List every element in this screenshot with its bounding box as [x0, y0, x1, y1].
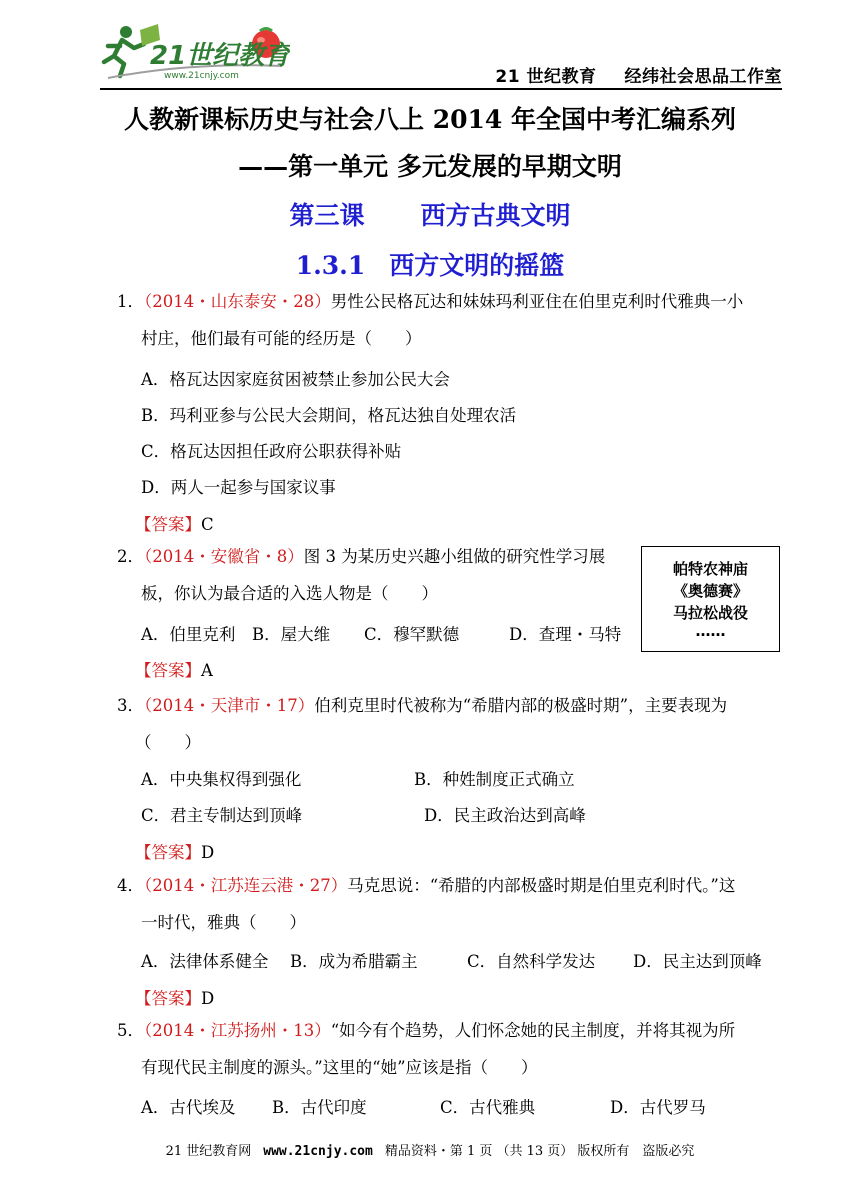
- question-text: 伯利克里时代被称为“希腊内部的极盛时期”，主要表现为: [314, 696, 728, 715]
- option-a: A．伯里克利: [141, 625, 236, 644]
- option-b: B．玛利亚参与公民大会期间，格瓦达独自处理农活: [141, 406, 517, 425]
- answer-label: 【答案】: [135, 515, 201, 534]
- answer: [135, 511, 214, 535]
- exhibit-item: 《奥德赛》: [672, 582, 748, 600]
- section-heading: [0, 246, 860, 282]
- answer: [135, 985, 214, 1009]
- option-a: A．格瓦达因家庭贫困被禁止参加公民大会: [141, 370, 450, 389]
- answer-value: C: [201, 515, 214, 534]
- exhibit-board: [641, 546, 780, 652]
- question-text: 男性公民格瓦达和妹妹玛利亚住在伯里克利时代雅典一小: [330, 292, 744, 311]
- answer: [135, 657, 213, 681]
- option-d: D．民主政治达到高峰: [424, 806, 586, 825]
- option-d: D．查理・马特: [509, 625, 622, 644]
- question-text: “如今有个趋势，人们怀念她的民主制度，并将其视为所: [330, 1021, 736, 1040]
- footer-url[interactable]: www.21cnjy.com: [263, 1144, 373, 1159]
- answer-label: 【答案】: [135, 661, 201, 680]
- question-text-cont: 板，你认为最合适的入选人物是（ ）: [141, 584, 438, 603]
- svg-text:21世纪教育: 21世纪教育: [150, 41, 290, 71]
- answer-value: D: [201, 843, 215, 862]
- question-source: （2014・江苏连云港・27）: [144, 876, 348, 895]
- question-number: 2．: [117, 547, 144, 566]
- doc-title-line1: 人教新课标历史与社会八上 2014 年全国中考汇编系列: [124, 105, 736, 134]
- question-3: [117, 688, 727, 724]
- question-source: （2014・山东泰安・28）: [144, 292, 331, 311]
- section-number: 1.3.1: [295, 251, 366, 280]
- question-number: 3．: [117, 696, 144, 715]
- page-header: [100, 18, 782, 86]
- header-divider: [100, 88, 782, 90]
- answer: [135, 839, 214, 863]
- answer-label: 【答案】: [135, 989, 201, 1008]
- section-name: 西方文明的摇篮: [389, 251, 565, 280]
- lesson-number: 第三课: [289, 201, 365, 230]
- question-4: [117, 868, 735, 904]
- option-c: C．格瓦达因担任政府公职获得补贴: [141, 442, 402, 461]
- question-text-cont: （ ）: [135, 733, 201, 752]
- footer-info: 精品资料・第 1 页 （共 13 页） 版权所有 盗版必究: [384, 1144, 695, 1159]
- option-c: C．君主专制达到顶峰: [141, 806, 303, 825]
- page-footer: [0, 1140, 860, 1159]
- question-text: 图 3 为某历史兴趣小组做的研究性学习展: [303, 547, 606, 566]
- header-org: 21 世纪教育: [495, 67, 597, 87]
- question-number: 1．: [117, 292, 144, 311]
- question-number: 4．: [117, 876, 144, 895]
- option-d: D．两人一起参与国家议事: [141, 478, 336, 497]
- exhibit-item: 马拉松战役: [672, 604, 748, 622]
- question-text-cont: 村庄，他们最有可能的经历是（ ）: [141, 329, 422, 348]
- question-source: （2014・江苏扬州・13）: [144, 1021, 331, 1040]
- question-1: [117, 284, 743, 320]
- question-source: （2014・天津市・17）: [144, 696, 315, 715]
- question-source: （2014・安徽省・8）: [144, 547, 304, 566]
- answer-value: A: [201, 661, 213, 680]
- option-c: C．穆罕默德: [364, 625, 460, 644]
- option-a: A．法律体系健全: [141, 952, 269, 971]
- question-text: 马克思说：“希腊的内部极盛时期是伯里克利时代。”这: [347, 876, 736, 895]
- option-a: A．中央集权得到强化: [141, 770, 302, 789]
- question-text-cont: 有现代民主制度的源头。”这里的“她”应该是指（ ）: [141, 1058, 538, 1077]
- logo-21cnjy: [100, 18, 290, 84]
- answer-value: D: [201, 989, 215, 1008]
- question-5: [117, 1013, 735, 1049]
- option-d: D．民主达到顶峰: [633, 952, 762, 971]
- option-d: D．古代罗马: [610, 1098, 706, 1117]
- lesson-heading: [0, 196, 860, 232]
- option-c: C．古代雅典: [440, 1098, 536, 1117]
- option-b: B．成为希腊霸主: [290, 952, 418, 971]
- lesson-name: 西方古典文明: [420, 201, 571, 230]
- header-title: [495, 62, 782, 87]
- question-number: 5．: [117, 1021, 144, 1040]
- option-a: A．古代埃及: [141, 1098, 236, 1117]
- option-b: B．种姓制度正式确立: [414, 770, 575, 789]
- option-b: B．古代印度: [272, 1098, 367, 1117]
- option-c: C．自然科学发达: [467, 952, 596, 971]
- header-studio: 经纬社会思品工作室: [624, 67, 782, 87]
- option-b: B．屋大维: [252, 625, 331, 644]
- question-2: [117, 539, 605, 575]
- doc-title-line2: ——第一单元 多元发展的早期文明: [238, 152, 622, 181]
- exhibit-item: ……: [695, 622, 726, 640]
- question-text-cont: 一时代，雅典（ ）: [141, 913, 306, 932]
- svg-text:www.21cnjy.com: www.21cnjy.com: [164, 71, 239, 81]
- footer-site: 21 世纪教育网: [165, 1144, 252, 1159]
- exhibit-item: 帕特农神庙: [672, 560, 748, 578]
- answer-label: 【答案】: [135, 843, 201, 862]
